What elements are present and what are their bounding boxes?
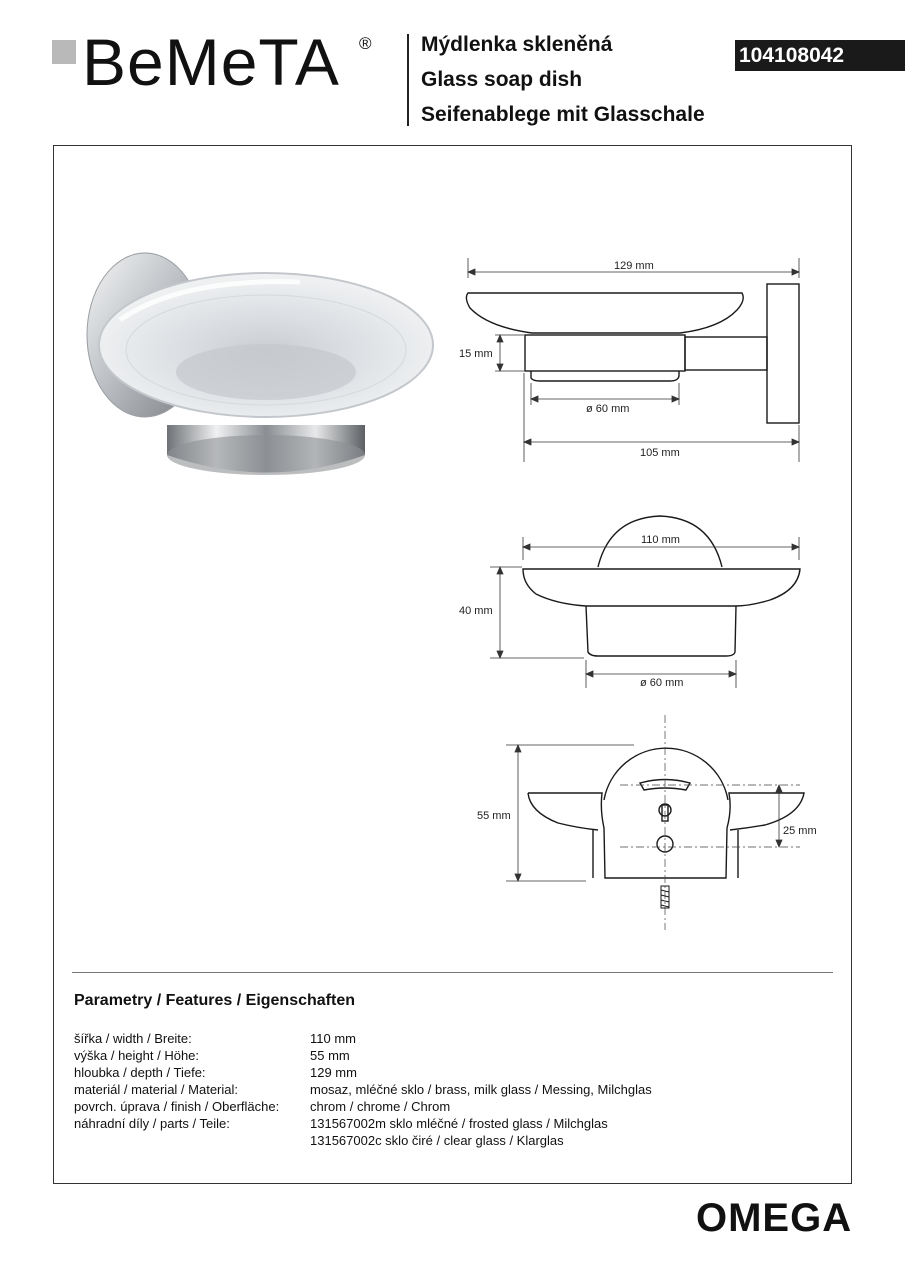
dim-side-diameter: ø 60 mm: [586, 403, 630, 415]
param-value: chrom / chrome / Chrom: [310, 1099, 451, 1114]
param-label: šířka / width / Breite:: [74, 1031, 192, 1046]
dim-back-height: 55 mm: [477, 810, 511, 822]
title-german: Seifenablege mit Glasschale: [421, 103, 705, 126]
side-view: [466, 284, 799, 423]
dim-front-height: 40 mm: [459, 605, 493, 617]
param-value: 129 mm: [310, 1065, 357, 1080]
params-heading: Parametry / Features / Eigenschaften: [74, 992, 355, 1009]
param-label: materiál / material / Material:: [74, 1082, 238, 1097]
dim-side-height: 15 mm: [459, 348, 493, 360]
param-value: 110 mm: [310, 1031, 356, 1046]
param-value: mosaz, mléčné sklo / brass, milk glass / Messing, Milchglas: [310, 1082, 652, 1097]
title-english: Glass soap dish: [421, 68, 583, 91]
dim-side-depth: 105 mm: [640, 447, 680, 459]
section-divider: [72, 972, 833, 973]
param-label: povrch. úprava / finish / Oberfläche:: [74, 1099, 280, 1114]
param-value: 131567002c sklo čiré / clear glass / Klarglas: [310, 1133, 564, 1148]
series-name: OMEGA: [696, 1196, 853, 1240]
registered-mark: ®: [359, 34, 372, 53]
dim-back-offset: 25 mm: [783, 825, 817, 837]
title-czech: Mýdlenka skleněná: [421, 33, 613, 56]
front-view-dimensions: [490, 537, 799, 688]
brand-logo: BeMeTA: [82, 25, 340, 99]
side-view-dimensions: [468, 258, 799, 462]
back-view-dimensions: [506, 745, 782, 881]
dim-side-width: 129 mm: [614, 260, 654, 272]
param-value: 131567002m sklo mléčné / frosted glass / Milchglas: [310, 1116, 608, 1131]
product-code: 104108042: [735, 40, 905, 71]
dim-front-diameter: ø 60 mm: [640, 677, 684, 689]
dim-front-width: 110 mm: [641, 534, 680, 546]
product-photo: [87, 253, 433, 475]
back-view: [528, 748, 804, 878]
param-label: hloubka / depth / Tiefe:: [74, 1065, 206, 1080]
param-label: náhradní díly / parts / Teile:: [74, 1116, 230, 1131]
param-value: 55 mm: [310, 1048, 350, 1063]
param-label: výška / height / Höhe:: [74, 1048, 200, 1063]
